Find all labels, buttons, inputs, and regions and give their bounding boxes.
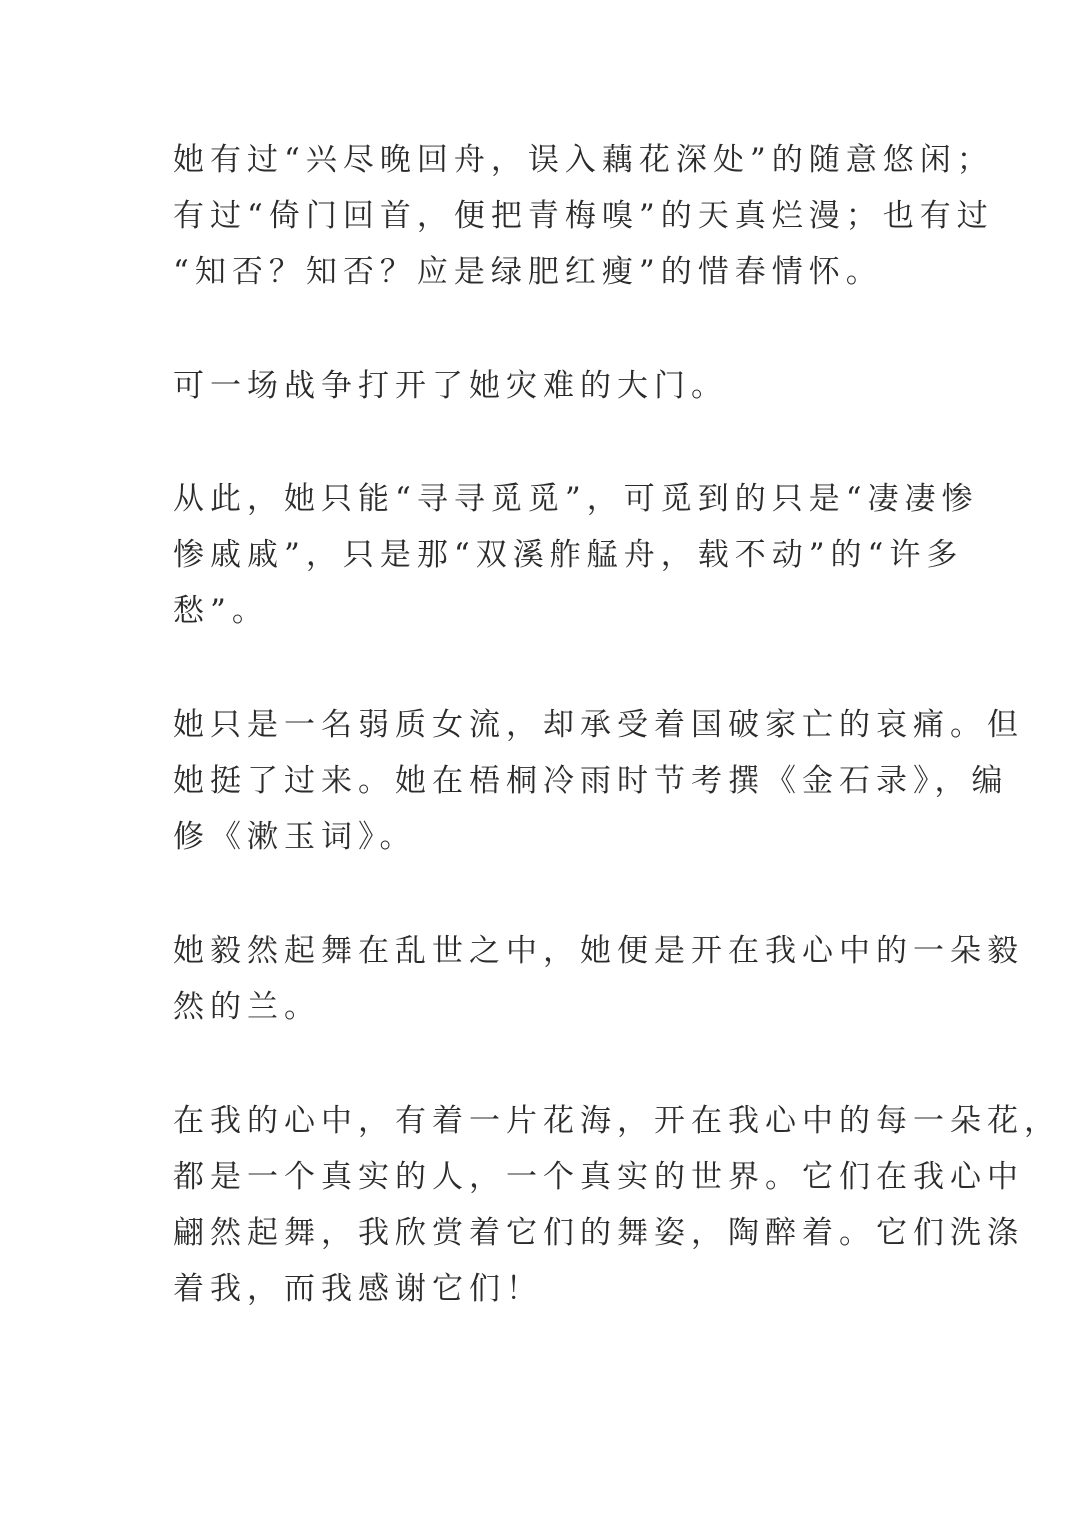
paragraph-4-line-3: 修《漱玉词》。 [173,819,417,855]
paragraph-3-line-3: 愁”。 [173,593,269,629]
paragraph-5-line-2: 然的兰。 [173,989,321,1025]
paragraph-4-line-2: 她挺了过来。她在梧桐冷雨时节考撰《金石录》，编 [173,763,1009,799]
paragraph-6-line-2: 都是一个真实的人，一个真实的世界。它们在我心中 [173,1159,1024,1195]
paragraph-1-line-3: “知否？知否？应是绿肥红瘦”的惜春情怀。 [173,254,883,290]
paragraph-1-line-2: 有过“倚门回首，便把青梅嗅”的天真烂漫；也有过 [173,198,994,234]
paragraph-1-line-1: 她有过“兴尽晚回舟，误入藕花深处”的随意悠闲； [173,142,994,178]
paragraph-5-line-1: 她毅然起舞在乱世之中，她便是开在我心中的一朵毅 [173,933,1024,969]
paragraph-6-line-1: 在我的心中，有着一片花海，开在我心中的每一朵花， [173,1103,1061,1139]
paragraph-3-line-2: 惨戚戚”，只是那“双溪舴艋舟，载不动”的“许多 [173,537,964,573]
paragraph-2-line-1: 可一场战争打开了她灾难的大门。 [173,368,728,404]
paragraph-6-line-3: 翩然起舞，我欣赏着它们的舞姿，陶醉着。它们洗涤 [173,1215,1024,1251]
paragraph-3-line-1: 从此，她只能“寻寻觅觅”，可觅到的只是“凄凄惨 [173,481,979,517]
paragraph-4-line-1: 她只是一名弱质女流，却承受着国破家亡的哀痛。但 [173,707,1024,743]
paragraph-6-line-4: 着我，而我感谢它们！ [173,1271,543,1307]
